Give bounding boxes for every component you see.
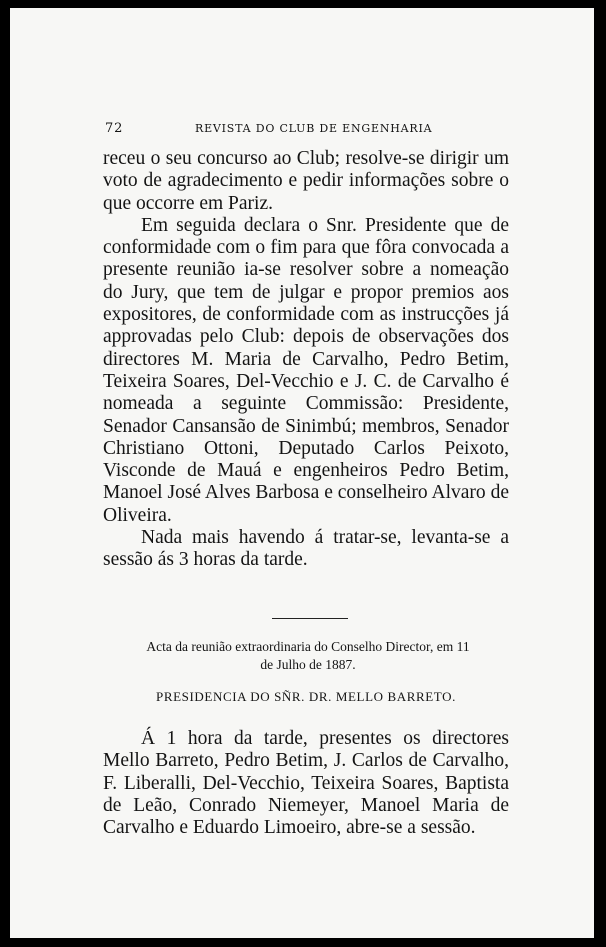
paragraph-commission: Em seguida declara o Snr. Presidente que de conformidade com o fim para que fôra convocada a presente reunião ia-se resolver sobre a nomeação do Jury, que tem de julgar e propor premios aos expositores, de conformidade com as instrucções já approvadas pelo Club: depois de observações dos directores M. Maria de Carvalho, Pedro Betim, Teixeira Soares, Del-Vecchio e J. C. de Carvalho é nomeada a seguinte Commissão: Presidente, Senador Cansansão de Sinimbú; membros, Senador Christiano Ottoni, Deputado Carlos Peixoto, Visconde de Mauá e engenheiros Pedro Betim, Manoel José Alves Barbosa e conselheiro Alvaro de Oliveira.	[103, 214, 509, 526]
paragraph-attendance: Á 1 hora da tarde, presentes os directores Mello Barreto, Pedro Betim, J. Carlos de Carvalho, F. Liberalli, Del-Vecchio, Teixeira Soares, Baptista de Leão, Conrado Niemeyer, Manoel Maria de Carvalho e Eduardo Limoeiro, abre-se a sessão.	[103, 728, 509, 839]
body-text-top	[103, 148, 509, 572]
page-number: 72	[105, 121, 124, 136]
body-text-bottom	[103, 728, 509, 839]
paragraph-continuation: receu o seu concurso ao Club; resolve-se dirigir um voto de agradecimento e pedir informações sobre o que occorre em Pariz.	[103, 148, 509, 214]
acta-heading	[118, 638, 498, 674]
paragraph-closing: Nada mais havendo á tratar-se, levanta-se a sessão ás 3 horas da tarde.	[103, 527, 509, 571]
section-divider	[272, 618, 348, 619]
presidency-line: PRESIDENCIA DO SÑR. DR. MELLO BARRETO.	[156, 689, 456, 704]
acta-heading-line1: Acta da reunião extraordinaria do Conselho Director, em 11	[146, 639, 470, 654]
running-title: REVISTA DO CLUB DE ENGENHARIA	[195, 122, 433, 135]
book-page	[10, 8, 594, 938]
acta-heading-line2: de Julho de 1887.	[260, 657, 356, 672]
